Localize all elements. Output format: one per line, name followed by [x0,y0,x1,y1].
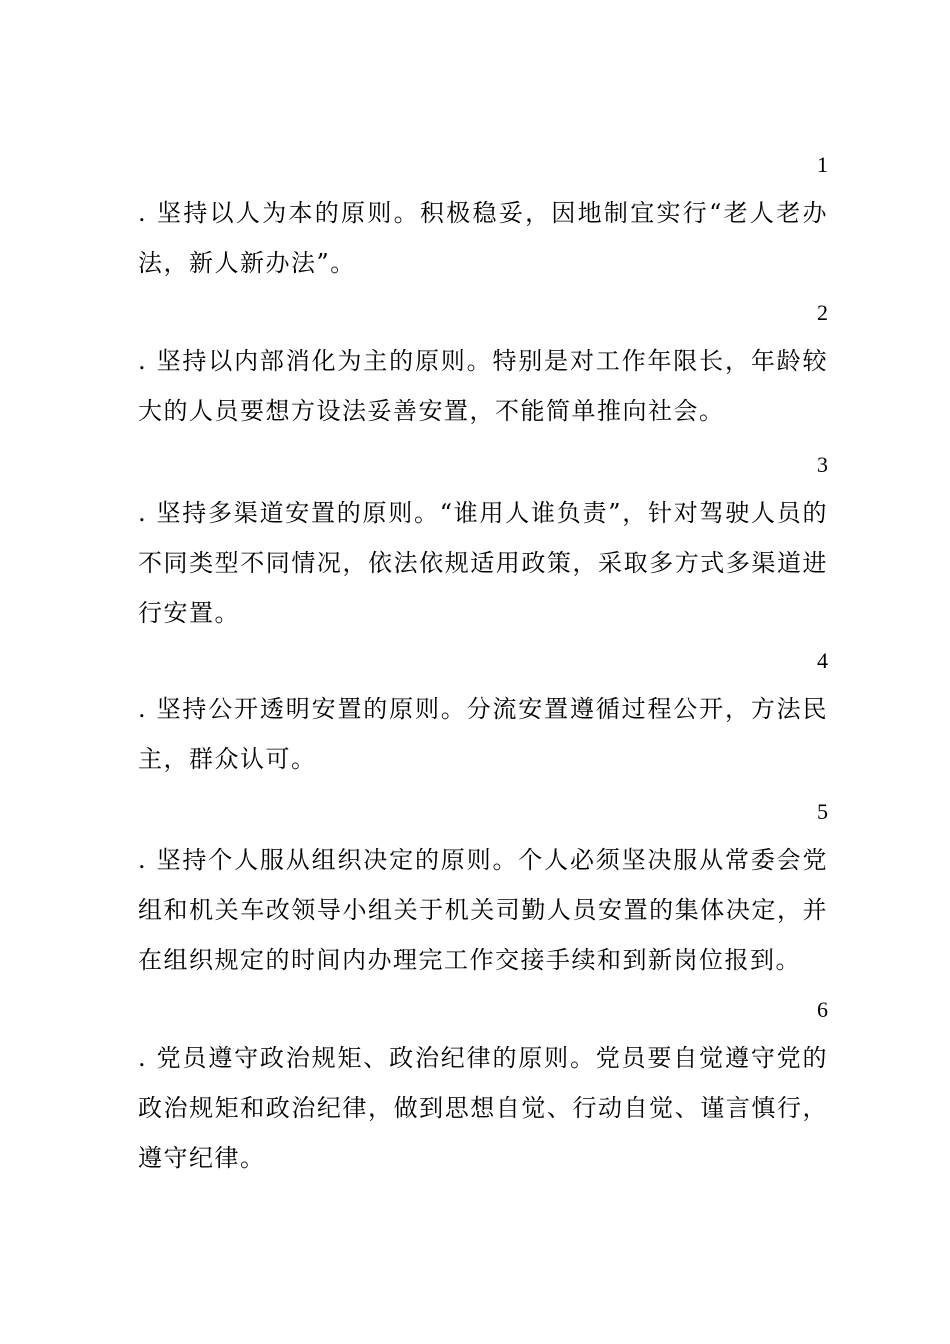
item-number: 2 [817,300,828,325]
item-text: . 坚持公开透明安置的原则。分流安置遵循过程公开，方法民主，群众认可。 [138,695,828,773]
item-text: . 坚持以人为本的原则。积极稳妥，因地制宜实行“老人老办法，新人新办法”。 [138,199,828,277]
item-number: 3 [817,452,828,477]
item-text: . 党员遵守政治规矩、政治纪律的原则。党员要自觉遵守党的政治规矩和政治纪律，做到思想自觉、行动自觉、谨言慎行，遵守纪律。 [138,1044,828,1172]
item-text: . 坚持多渠道安置的原则。“谁用人谁负责”，针对驾驶人员的不同类型不同情况，依法依规适用政策，采取多方式多渠道进行安置。 [138,499,828,627]
item-number: 4 [817,648,828,673]
item-text: . 坚持以内部消化为主的原则。特别是对工作年限长，年龄较大的人员要想方设法妥善安置，不能简单推向社会。 [138,347,828,425]
item-text: . 坚持个人服从组织决定的原则。个人必须坚决服从常委会党组和机关车改领导小组关于机关司勤人员安置的集体决定，并在组织规定的时间内办理完工作交接手续和到新岗位报到。 [138,846,828,974]
item-number: 1 [817,152,828,177]
item-number: 6 [817,997,828,1022]
item-number: 5 [817,799,828,824]
